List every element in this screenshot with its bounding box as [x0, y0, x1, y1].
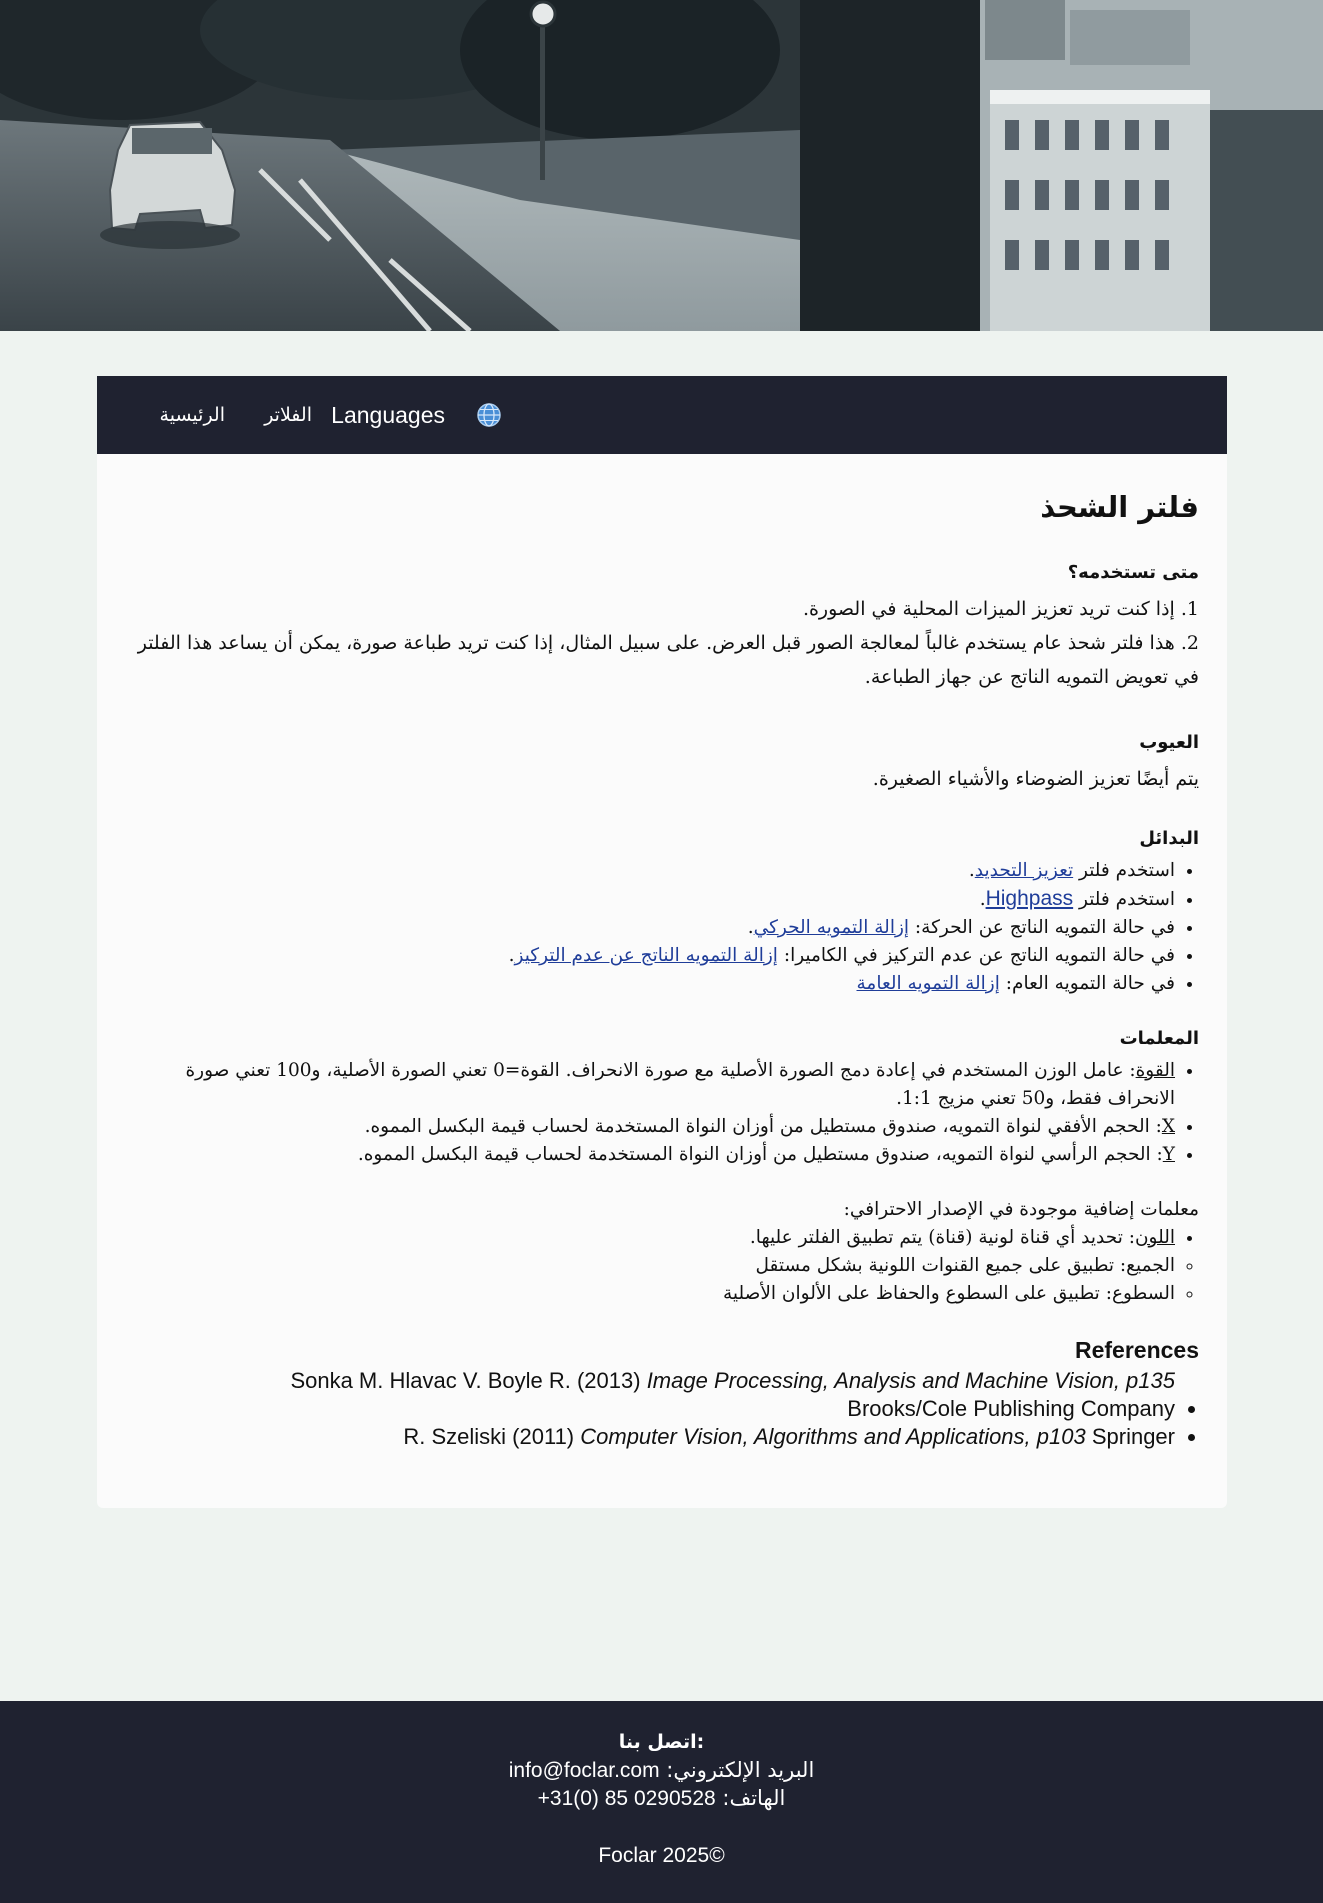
alt-prefix: استخدم فلتر [1073, 889, 1175, 910]
drawbacks-text: يتم أيضًا تعزيز الضوضاء والأشياء الصغيرة. [872, 768, 1199, 790]
ref-publisher: Brooks/Cole Publishing Company [847, 1396, 1175, 1421]
footer-phone: +31(0) 85 0290528 [537, 1787, 716, 1810]
link-defocus-deblur[interactable]: إزالة التمويه الناتج عن عدم التركيز [514, 945, 778, 966]
param-text: : عامل الوزن المستخدم في إعادة دمج الصورة الأصلية مع صورة الانحراف. القوة=0 تعني الصورة الأصلية، و100 تعني صورة الانحراف فقط، و50 تعني مزيج 1:1. [185, 1060, 1175, 1109]
pro-params-sublist [115, 1252, 1199, 1308]
alt-suffix: . [968, 860, 975, 881]
list-item [115, 970, 1175, 998]
list-item: ◦ السطوع: تطبيق على السطوع والحفاظ على الألوان الأصلية [115, 1280, 1175, 1308]
footer-phone-label: الهاتف: [715, 1786, 786, 1810]
alt-prefix: في حالة التمويه العام: [999, 973, 1175, 994]
footer-email-line [0, 1758, 1323, 1783]
globe-icon[interactable] [476, 402, 502, 428]
hero-image [0, 0, 1323, 331]
page-title: فلتر الشحذ [1040, 490, 1199, 524]
alt-suffix: . [979, 889, 986, 910]
when-item-1: 1. إذا كنت تريد تعزيز الميزات المحلية في الصورة. [802, 598, 1199, 620]
list-item [115, 914, 1175, 942]
parameters-title: المعلمات [1119, 1028, 1199, 1049]
parameters-list [115, 1057, 1199, 1169]
ref-title: Image Processing, Analysis and Machine Vision, p135 [646, 1368, 1175, 1393]
nav-languages[interactable]: Languages [331, 402, 445, 428]
link-motion-deblur[interactable]: إزالة التمويه الحركي [753, 917, 910, 938]
top-nav [97, 376, 1227, 454]
list-item: ◦ الجميع: تطبيق على جميع القنوات اللونية بشكل مستقل [115, 1252, 1175, 1280]
alternatives-list [115, 857, 1199, 998]
alt-prefix: في حالة التمويه الناتج عن الحركة: [909, 917, 1175, 938]
footer-contact-title: اتصل بنا: [618, 1731, 705, 1753]
param-text: : الحجم الرأسي لنواة التمويه، صندوق مستطيل من أوزان النواة المستخدمة لحساب قيمة البكسل المموه. [357, 1144, 1163, 1165]
references-list [175, 1367, 1199, 1451]
ref-authors: Sonka M. Hlavac V. Boyle R. (2013) [290, 1368, 647, 1393]
when-item-2: 2. هذا فلتر شحذ عام يستخدم غالباً لمعالجة الصور قبل العرض. على سبيل المثال، إذا كنت تريد طباعة صورة، يمكن أن يساعد هذا الفلتر في تعويض التمويه الناتج عن جهاز الطباعة. [137, 632, 1199, 688]
pro-params-list [115, 1224, 1199, 1252]
list-item [115, 942, 1175, 970]
pro-params-intro: معلمات إضافية موجودة في الإصدار الاحترافي: [843, 1199, 1199, 1220]
ref-title: Computer Vision, Algorithms and Applications, p103 [580, 1424, 1086, 1449]
alt-prefix: استخدم فلتر [1073, 860, 1175, 881]
footer-copyright: Foclar 2025© [598, 1844, 725, 1867]
param-name: القوة [1135, 1060, 1175, 1081]
footer-phone-line [0, 1786, 1323, 1811]
list-item [115, 1141, 1175, 1169]
list-item [115, 857, 1175, 885]
footer [0, 1701, 1323, 1903]
list-item [175, 1423, 1175, 1451]
list-item [115, 1057, 1175, 1113]
ref-authors: R. Szeliski (2011) [403, 1424, 581, 1449]
list-item [175, 1367, 1175, 1423]
link-highpass[interactable]: Highpass [985, 887, 1074, 910]
footer-email[interactable]: info@foclar.com [508, 1759, 660, 1782]
nav-filters[interactable]: الفلاتر [264, 404, 312, 426]
link-general-deblur[interactable]: إزالة التمويه العامة [856, 973, 1000, 994]
ref-publisher: Springer [1085, 1424, 1175, 1449]
drawbacks-title: العيوب [1139, 732, 1199, 753]
list-item [115, 1224, 1175, 1252]
param-name: X [1161, 1116, 1175, 1137]
param-text: : الحجم الأفقي لنواة التمويه، صندوق مستطيل من أوزان النواة المستخدمة لحساب قيمة البكسل المموه. [364, 1116, 1162, 1137]
list-item [115, 1113, 1175, 1141]
when-title: متى تستخدمه؟ [1067, 562, 1199, 583]
alternatives-title: البدائل [1139, 828, 1199, 849]
param-name: Y [1162, 1144, 1175, 1165]
nav-home[interactable]: الرئيسية [159, 404, 225, 426]
link-enhance-selection[interactable]: تعزيز التحديد [974, 860, 1074, 881]
references-title: References [1074, 1337, 1199, 1363]
param-text: : تحديد أي قناة لونية (قناة) يتم تطبيق الفلتر عليها. [749, 1227, 1135, 1248]
list-item [115, 885, 1175, 914]
footer-email-label: البريد الإلكتروني: [659, 1758, 815, 1782]
param-name: اللون [1134, 1227, 1175, 1248]
alt-suffix: . [508, 945, 515, 966]
alt-prefix: في حالة التمويه الناتج عن عدم التركيز في الكاميرا: [777, 945, 1175, 966]
article-content [97, 454, 1227, 1508]
alt-suffix: . [747, 917, 754, 938]
